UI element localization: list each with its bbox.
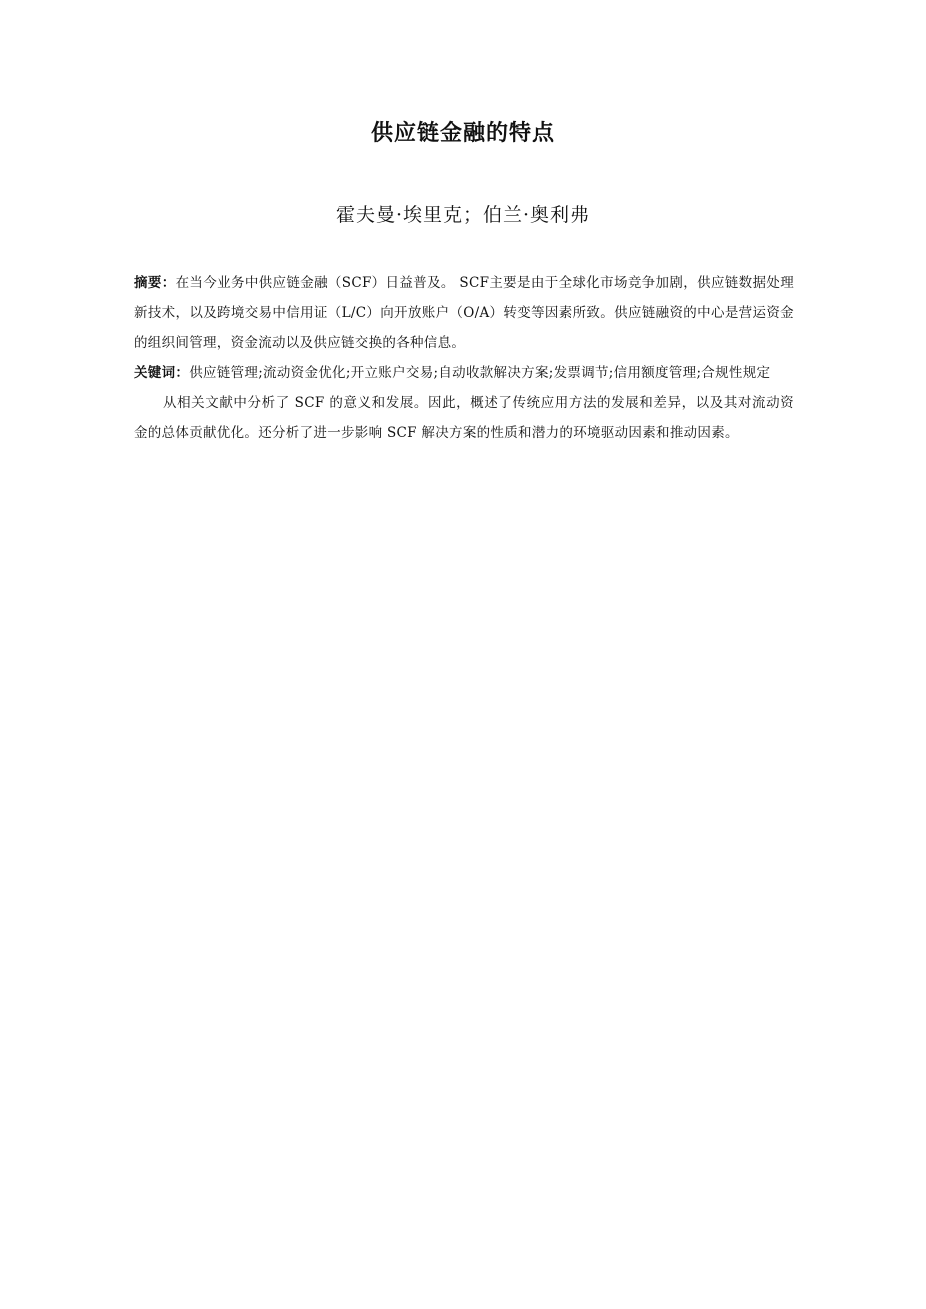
paper-title: 供应链金融的特点 [370, 121, 555, 146]
body-paragraph: 从相关文献中分析了 SCF 的意义和发展。因此，概述了传统应用方法的发展和差异，以及其对流动资金的总体贡献优化。还分析了进一步影响 SCF 解决方案的性质和潜力的环境驱动因素和推动因素。 [134, 395, 794, 441]
abstract-text: 在当今业务中供应链金融（SCF）日益普及。 SCF主要是由于全球化市场竞争加剧，供应链数据处理新技术，以及跨境交易中信用证（L/C）向开放账户（O/A）转变等因素所致。供应链融资的中心是营运资金的组织间管理，资金流动以及供应链交换的各种信息。 [134, 275, 794, 351]
abstract-paragraph [134, 268, 794, 358]
abstract-label: 摘要： [134, 275, 176, 291]
keywords-paragraph [134, 358, 794, 388]
keywords-text: 供应链管理;流动资金优化;开立账户交易;自动收款解决方案;发票调节;信用额度管理;合规性规定 [189, 365, 771, 381]
keywords-label: 关键词： [134, 365, 190, 381]
paper-body [134, 268, 794, 448]
paper-authors: 霍夫曼·埃里克；伯兰·奥利弗 [335, 204, 591, 226]
